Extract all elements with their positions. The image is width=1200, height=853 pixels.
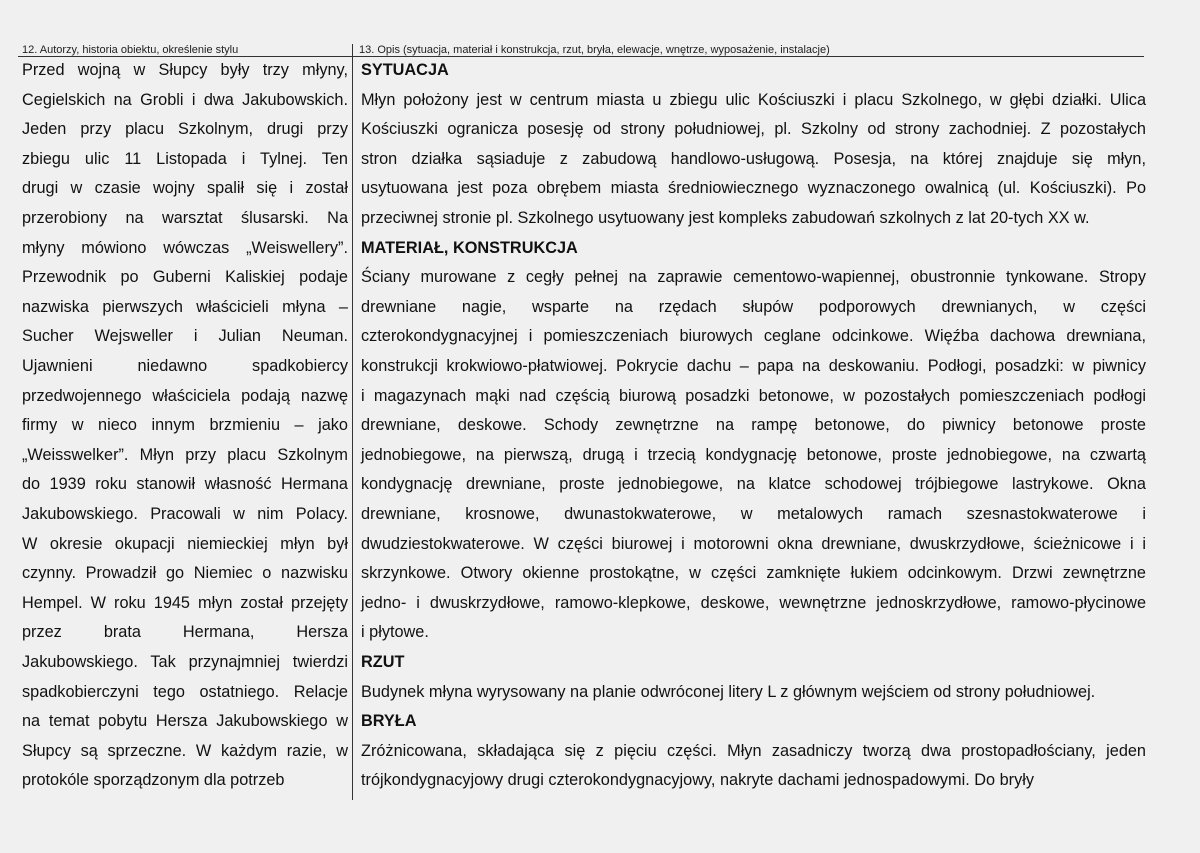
left-text-line: Przewodnik po Guberni Kaliskiej podaje [22,268,348,287]
right-text-line: usytuowana jest poza obrębem miasta średniowiecznego wyznaczonego owalnicą (ul. Kościuszki). Po [361,179,1146,198]
right-text-line: dwudziestokwaterowe. W części biurowej i motorowni okna drewniane, dwuskrzydłowe, ścieżnicowe i i [361,534,1146,553]
left-text-line: firmy w nieco innym brzmieniu – jako [22,416,348,435]
right-text-line: stron działka sąsiaduje z zabudową handlowo-usługową. Posesja, na której znajduje się młyn, [361,149,1146,168]
left-text-line: „Weisswelker”. Młyn przy placu Szkolnym [22,445,348,464]
left-text-line: spadkobierczyni tego ostatniego. Relacje [22,682,348,701]
left-text-line: Sucher Wejsweller i Julian Neuman. [22,327,348,346]
right-text-line: i płytowe. [361,623,429,642]
header-divider [18,56,1144,57]
right-text-line: trójkondygnacyjowy drugi czterokondygnacyjowy, nakryte dachami jednospadowymi. Do bryły [361,771,1034,790]
left-text-line: Jakubowskiego. Tak przynajmniej twierdzi [22,653,348,671]
left-text-line: W okresie okupacji niemieckiej młyn był [22,534,348,553]
left-text-line: młyny mówiono wówczas „Weiswellery”. [22,238,348,257]
right-column-header: 13. Opis (sytuacja, materiał i konstrukcja, rzut, bryła, elewacje, wnętrze, wyposażenie, instalacje) [359,44,830,56]
right-text-line: kondygnację drewniane, proste jednobiegowe, na klatce schodowej trójbiegowe lastrykowe. Okna [361,475,1146,494]
right-text-line: konstrukcji krokwiowo-płatwiowej. Pokrycie dachu – papa na deskowaniu. Podłogi, posadzki: w piwnicy [361,357,1146,375]
right-text-line: Młyn położony jest w centrum miasta u zbiegu ulic Kościuszki i placu Szkolnego, w głębi działki. Ulica [361,90,1146,109]
right-text-line: Zróżnicowana, składająca się z pięciu części. Młyn zasadniczy tworzą dwa prostopadłościany, jeden [361,741,1146,760]
right-text-line: Budynek młyna wyrysowany na planie odwróconej litery L z głównym wejściem od strony południowej. [361,682,1096,701]
left-text-line: Jakubowskiego. Pracowali w nim Polacy. [22,505,348,523]
right-text-line: Kościuszki ogranicza posesję od strony południowej, pl. Szkolny od strony zachodniej. Z pozostałych [361,120,1146,139]
left-text-line: zbiegu ulic 11 Listopada i Tylnej. Ten [22,149,348,168]
left-text-line: przedwojennego właściciela podają nazwę [22,386,348,405]
left-text-line: protokóle sporządzonym dla potrzeb [22,771,285,790]
left-text-line: Hempel. W roku 1945 młyn został przejęty [22,593,348,612]
section-heading: MATERIAŁ, KONSTRUKCJA [361,238,578,257]
left-text-line: na temat pobytu Hersza Jakubowskiego w [22,712,348,731]
left-text-line: przerobiony na warsztat ślusarski. Na [22,209,348,227]
left-text-line: Ujawnieni niedawno spadkobiercy [22,357,348,375]
right-text-line: czterokondygnacyjnej i pomieszczeniach biurowych ceglane odcinkowe. Więźba dachowa drewniana, [361,327,1146,346]
left-text-line: przez brata Hermana, Hersza [22,623,348,642]
section-heading: BRYŁA [361,712,417,731]
right-text-line: jedno- i dwuskrzydłowe, ramowo-klepkowe, deskowe, wewnętrzne jednoskrzydłowe, ramowo-płycinowe [361,593,1146,612]
left-text-line: drugi w czasie wojny spalił się i został [22,179,348,198]
right-text-line: przeciwnej stronie pl. Szkolnego usytuowany jest kompleks zabudowań szkolnych z lat 20-tych XX w. [361,209,1090,227]
left-text-line: nazwiska pierwszych właścicieli młyna – [22,297,348,316]
left-text-line: Cegielskich na Grobli i dwa Jakubowskich. [22,90,348,109]
right-text-line: drewniane nagie, wsparte na rzędach słupów podporowych drewnianych, w części [361,297,1146,316]
right-text-line: jednobiegowe, na pierwszą, drugą i trzecią kondygnację betonowe, proste jednobiegowe, na czwartą [361,445,1146,464]
left-text-line: do 1939 roku stanowił własność Hermana [22,475,348,494]
right-text-line: Ściany murowane z cegły pełnej na zaprawie cementowo-wapiennej, obustronnie tynkowane. Stropy [361,268,1146,287]
section-heading: SYTUACJA [361,61,449,79]
left-text-line: Słupcy są sprzeczne. W każdym razie, w [22,741,348,760]
left-text-line: czynny. Prowadził go Niemiec o nazwisku [22,564,348,583]
right-text-line: drewniane, deskowe. Schody zewnętrzne na rampę betonowe, do piwnicy betonowe proste [361,416,1146,435]
right-text-line: skrzynkowe. Otwory okienne prostokątne, w części zamknięte łukiem odcinkowym. Drzwi zewnętrzne [361,564,1146,583]
right-text-line: i magazynach mąki nad częścią biurową posadzki betonowe, w pozostałych pomieszczeniach podłogi [361,386,1146,405]
left-text-line: Jeden przy placu Szkolnym, drugi przy [22,120,348,139]
left-text-line: Przed wojną w Słupcy były trzy młyny, [22,61,348,79]
section-heading: RZUT [361,653,405,671]
right-text-line: drewniane, krosnowe, dwunastokwaterowe, w metalowych ramach szesnastokwaterowe i [361,505,1146,523]
left-column-header: 12. Autorzy, historia obiektu, określenie stylu [22,44,239,56]
column-divider [352,44,353,800]
